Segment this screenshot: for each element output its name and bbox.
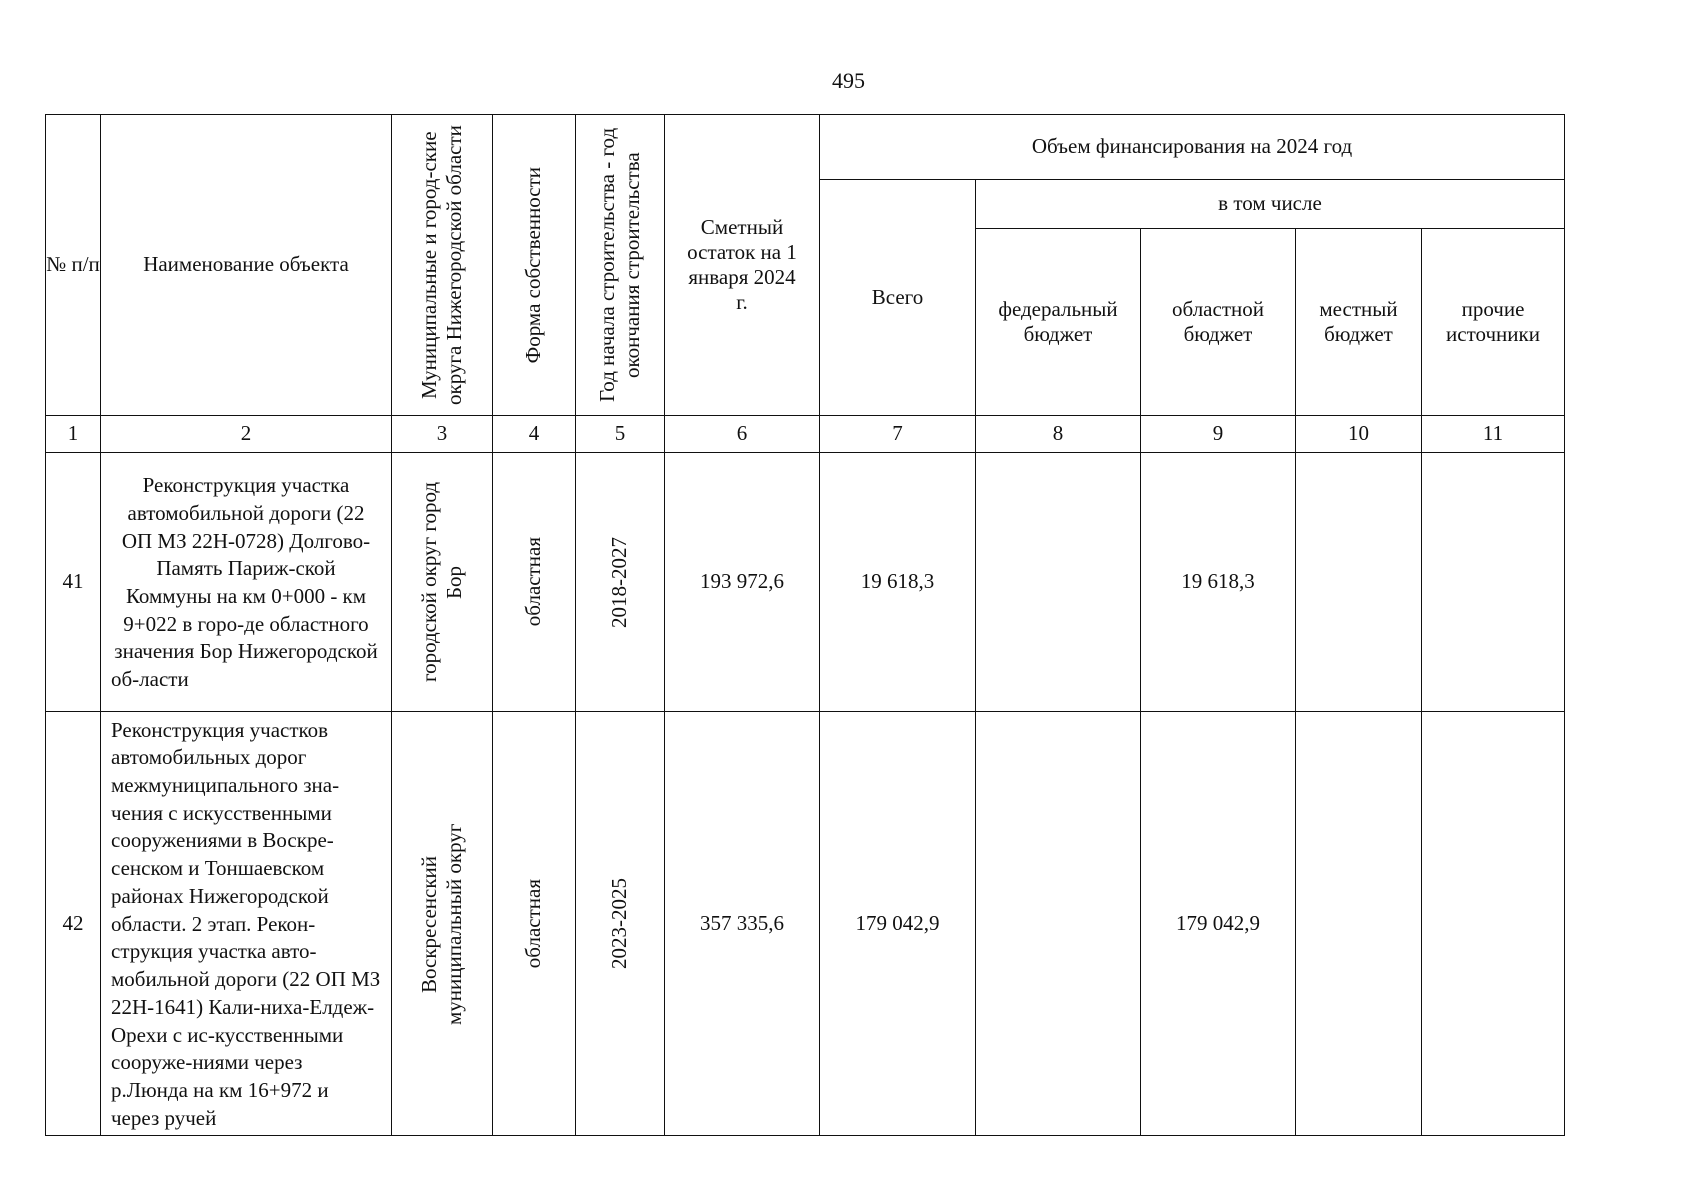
estimate-value: 193 972,6 [665,453,820,712]
local-value [1296,712,1422,1136]
federal-value [976,453,1141,712]
other-value [1422,712,1565,1136]
column-number: 8 [976,416,1141,453]
header-including: в том числе [976,180,1565,229]
page-number: 495 [832,68,865,93]
header-row [46,115,1565,180]
column-number: 11 [1422,416,1565,453]
header-number: № п/п [46,115,101,416]
column-number-row [46,416,1565,453]
years-text: 2018-2027 [607,536,632,628]
district-text: городской округ город Бор [416,481,466,683]
regional-value: 179 042,9 [1141,712,1296,1136]
column-number: 1 [46,416,101,453]
header-estimate: Сметный остаток на 1 января 2024 г. [665,115,820,416]
table-row [46,453,1565,712]
years-text: 2023-2025 [607,878,632,969]
header-other: прочие источники [1422,229,1565,416]
header-district [392,115,493,416]
column-number: 6 [665,416,820,453]
header-years [576,115,665,416]
column-number: 5 [576,416,665,453]
column-number: 10 [1296,416,1422,453]
ownership-cell [493,712,576,1136]
district-cell [392,453,493,712]
column-number: 7 [820,416,976,453]
district-cell [392,712,493,1136]
ownership-text: областная [521,537,546,627]
column-number: 3 [392,416,493,453]
ownership-text: областная [521,878,546,969]
total-value: 179 042,9 [820,712,976,1136]
total-value: 19 618,3 [820,453,976,712]
object-name: Реконструкция участка автомобильной дороги (22 ОП МЗ 22Н-0728) Долгово-Память Париж-ской Коммуны на км 0+000 - км 9+022 в горо-де областного значения Бор Нижегородской об-ласти [101,453,392,712]
local-value [1296,453,1422,712]
header-federal: федеральный бюджет [976,229,1141,416]
header-total: Всего [820,180,976,416]
column-number: 4 [493,416,576,453]
object-name: Реконструкция участков автомобильных дорог межмуниципального зна-чения с искусственными сооружениями в Воскре-сенском и Тоншаевском районах Нижегородской области. 2 этап. Рекон-струкция участка авто-мобильной дороги (22 ОП МЗ 22Н-1641) Кали-ниха-Елдеж-Орехи с ис-кусственными сооруже-ниями через р.Люнда на км 16+972 и через ручей [101,712,392,1136]
header-ownership [493,115,576,416]
district-text: Воскресенский муниципальный округ [416,822,466,1025]
header-object-name: Наименование объекта [101,115,392,416]
row-number: 42 [46,712,101,1136]
row-number: 41 [46,453,101,712]
years-cell [576,453,665,712]
regional-value: 19 618,3 [1141,453,1296,712]
header-financing: Объем финансирования на 2024 год [820,115,1565,180]
column-number: 2 [101,416,392,453]
header-ownership-text: Форма собственности [521,166,546,364]
header-years-text: Год начала строительства - год окончания строительства [594,127,644,403]
ownership-cell [493,453,576,712]
header-local: местный бюджет [1296,229,1422,416]
financing-table [45,114,1565,1136]
other-value [1422,453,1565,712]
estimate-value: 357 335,6 [665,712,820,1136]
header-regional: областной бюджет [1141,229,1296,416]
header-district-text: Муниципальные и город-ские округа Нижегородской области [416,125,466,405]
federal-value [976,712,1141,1136]
table-row [46,712,1565,1136]
years-cell [576,712,665,1136]
column-number: 9 [1141,416,1296,453]
